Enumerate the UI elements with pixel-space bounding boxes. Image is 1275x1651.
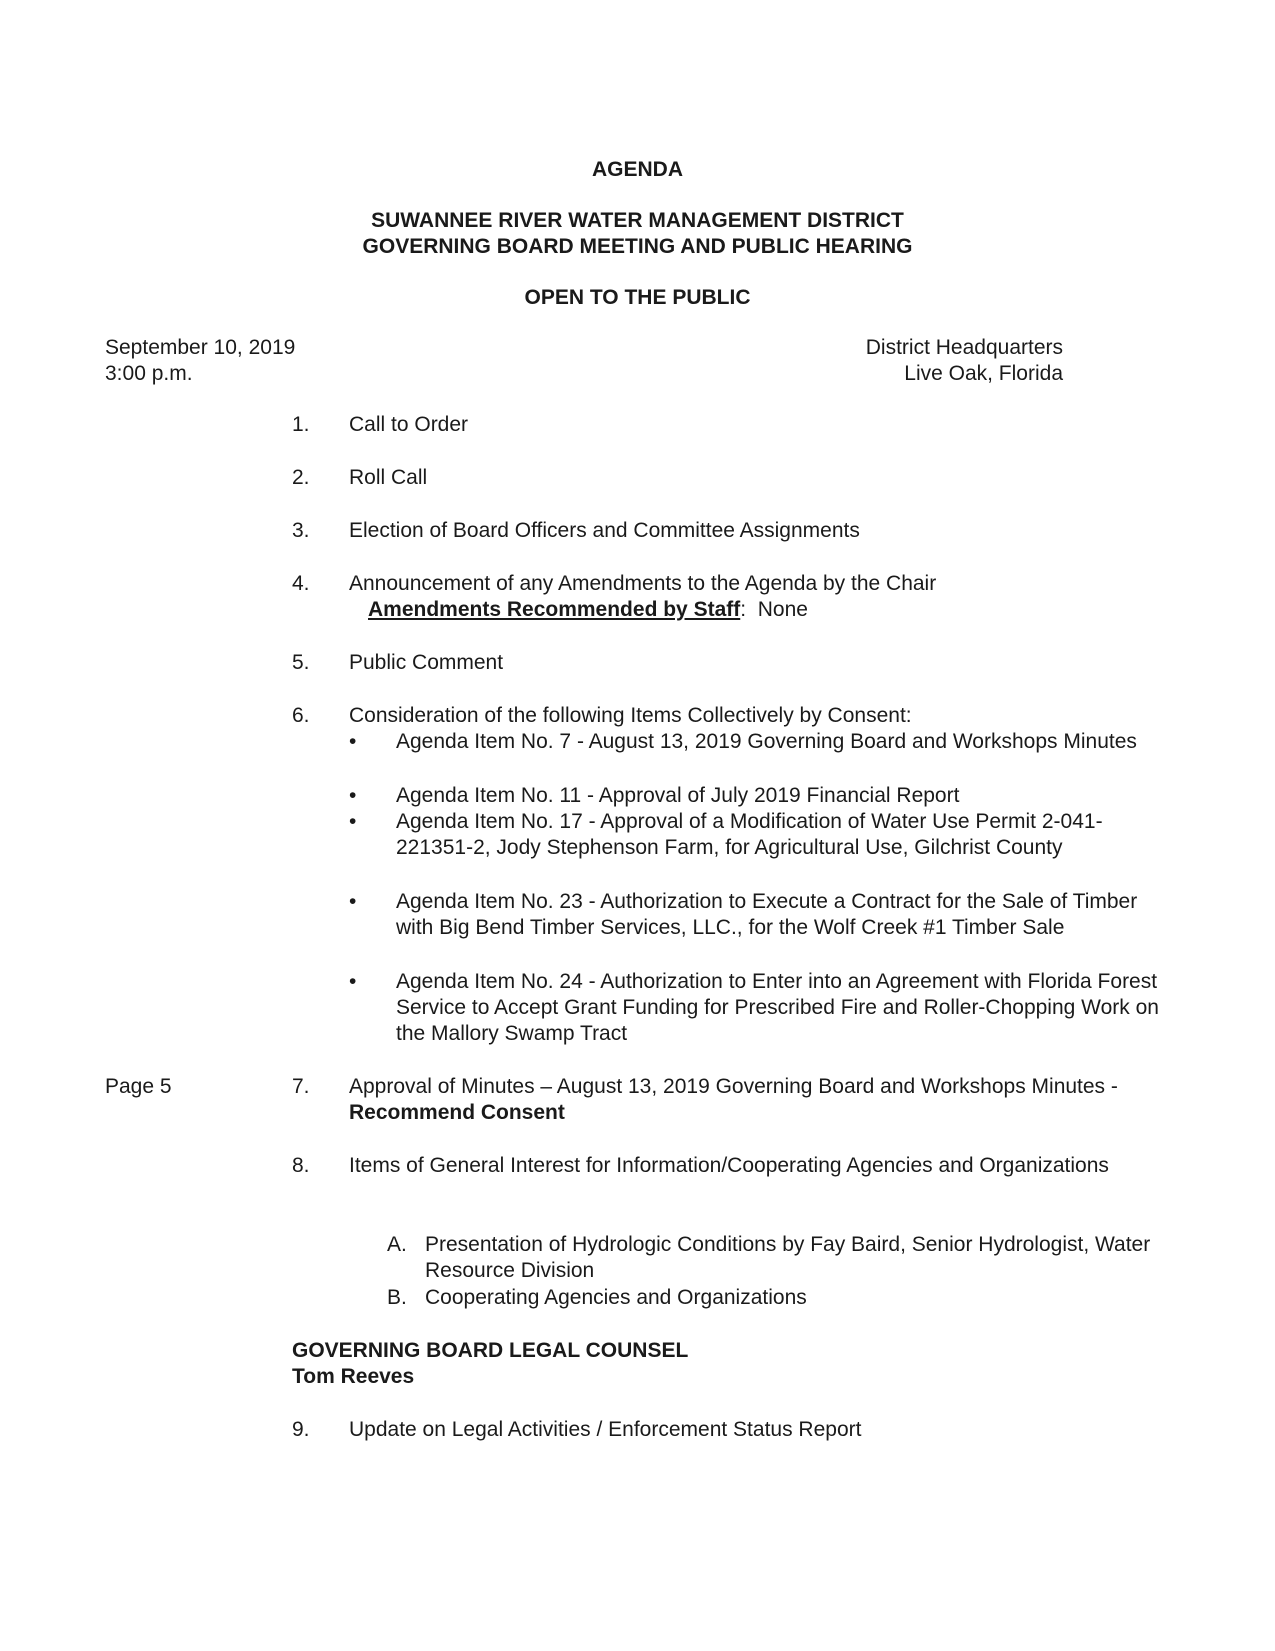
bullet-text: Agenda Item No. 11 - Approval of July 2019 Financial Report [396, 784, 960, 807]
page-reference: Page 5 [105, 1075, 172, 1098]
amendments-label: Amendments Recommended by Staff [368, 598, 741, 621]
item-text: Consideration of the following Items Collectively by Consent: [349, 704, 912, 727]
item-number: 1. [292, 413, 310, 436]
meeting-time: 3:00 p.m. [105, 362, 193, 385]
item-text: Election of Board Officers and Committee Assignments [349, 519, 860, 542]
item-number: 8. [292, 1154, 310, 1177]
bullet-text: Agenda Item No. 23 - Authorization to Execute a Contract for the Sale of Timber with Big Bend Timber Services, LLC., for the Wolf Creek #1 Timber Sale [396, 890, 1138, 939]
item-number: 9. [292, 1418, 310, 1441]
sub-text: Presentation of Hydrologic Conditions by Fay Baird, Senior Hydrologist, Water Resource Division [425, 1233, 1151, 1282]
item-text: Update on Legal Activities / Enforcement Status Report [349, 1418, 862, 1441]
location-line1: District Headquarters [865, 336, 1063, 359]
item-text: Approval of Minutes – August 13, 2019 Governing Board and Workshops Minutes - [349, 1075, 1118, 1098]
bullet-text: Agenda Item No. 7 - August 13, 2019 Governing Board and Workshops Minutes [396, 730, 1137, 753]
recommendation: Recommend Consent [349, 1101, 565, 1124]
item-number: 2. [292, 466, 310, 489]
item-number: 6. [292, 704, 310, 727]
item-text: Announcement of any Amendments to the Agenda by the Chair [349, 572, 937, 595]
item-text: Items of General Interest for Information/Cooperating Agencies and Organizations [349, 1154, 1109, 1177]
bullet-icon: • [349, 890, 357, 913]
item-number: 7. [292, 1075, 310, 1098]
public-notice: OPEN TO THE PUBLIC [524, 286, 751, 309]
bullet-text: Agenda Item No. 24 - Authorization to Enter into an Agreement with Florida Forest Service to Accept Grant Funding for Prescribed Fire and Roller-Chopping Work on the Mallory Swamp Tract [396, 970, 1159, 1045]
bullet-icon: • [349, 810, 357, 833]
sub-letter: B. [387, 1286, 407, 1309]
amendments-line [368, 597, 808, 623]
bullet-icon: • [349, 730, 357, 753]
section-counsel-name: Tom Reeves [292, 1365, 415, 1388]
item-text: Public Comment [349, 651, 504, 674]
amendments-value: : None [740, 598, 808, 621]
item-text: Roll Call [349, 466, 428, 489]
item-text: Call to Order [349, 413, 469, 436]
meeting-date: September 10, 2019 [105, 336, 296, 359]
sub-letter: A. [387, 1233, 407, 1256]
agenda-title: AGENDA [591, 158, 683, 181]
bullet-icon: • [349, 784, 357, 807]
location-line2: Live Oak, Florida [904, 362, 1063, 385]
item-text-wrap [349, 1074, 1179, 1126]
section-title: GOVERNING BOARD LEGAL COUNSEL [292, 1339, 689, 1362]
item-number: 3. [292, 519, 310, 542]
item-number: 4. [292, 572, 310, 595]
item-number: 5. [292, 651, 310, 674]
org-name: SUWANNEE RIVER WATER MANAGEMENT DISTRICT [371, 209, 904, 232]
bullet-text: Agenda Item No. 17 - Approval of a Modification of Water Use Permit 2-041-221351-2, Jody Stephenson Farm, for Agricultural Use, Gilchrist County [396, 810, 1103, 859]
sub-text: Cooperating Agencies and Organizations [425, 1286, 807, 1309]
meeting-name: GOVERNING BOARD MEETING AND PUBLIC HEARING [362, 235, 913, 258]
bullet-icon: • [349, 970, 357, 993]
